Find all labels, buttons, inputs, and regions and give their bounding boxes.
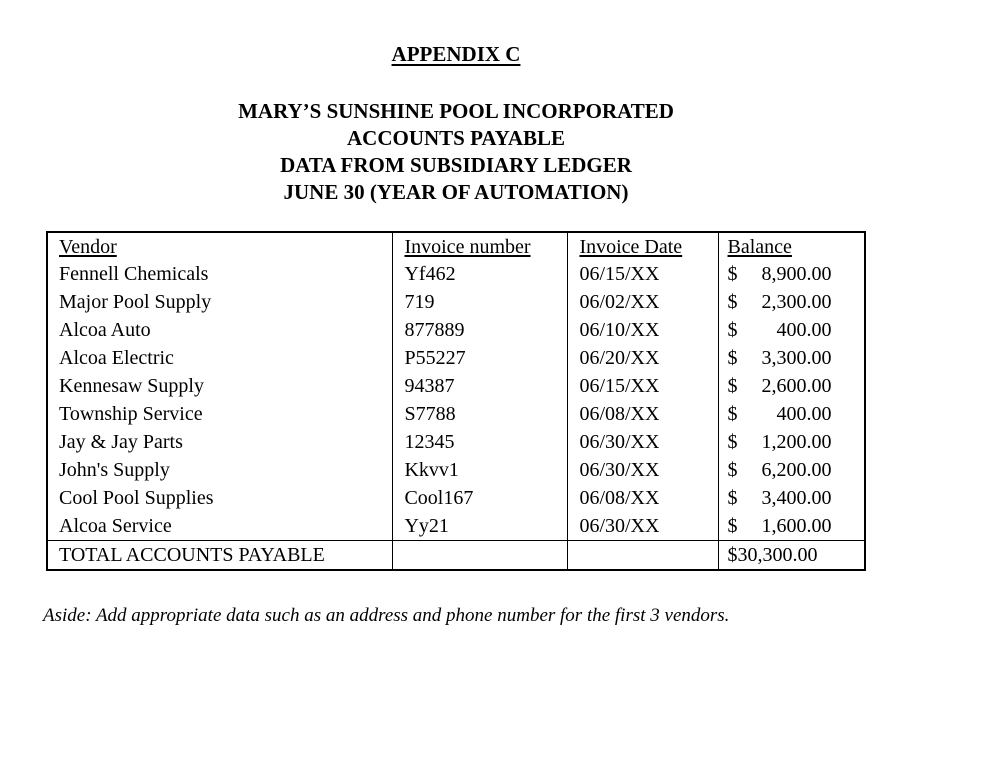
- invoice-number-cell: 719: [393, 288, 568, 316]
- currency-symbol: $: [727, 347, 738, 369]
- amount-value: 8,900.00: [761, 263, 832, 285]
- total-value: $30,300.00: [718, 541, 865, 571]
- amount-value: 2,300.00: [761, 291, 832, 313]
- total-invoice-empty: [393, 541, 568, 571]
- table-row: [47, 428, 865, 456]
- balance-amount: [728, 457, 833, 483]
- invoice-number-cell: S7788: [393, 400, 568, 428]
- amount-value: 6,200.00: [761, 459, 832, 481]
- table-body: [47, 260, 865, 570]
- invoice-date-cell: 06/02/XX: [568, 288, 718, 316]
- balance-amount: [728, 261, 833, 287]
- table-row: [47, 512, 865, 541]
- currency-symbol: $: [727, 263, 738, 285]
- balance-cell: [718, 456, 865, 484]
- balance-amount: [728, 317, 833, 343]
- table-row: [47, 260, 865, 288]
- header-invoice-date: Invoice Date: [568, 232, 718, 260]
- invoice-date-cell: 06/15/XX: [568, 260, 718, 288]
- amount-value: 400.00: [776, 403, 832, 425]
- balance-amount: [728, 401, 833, 427]
- invoice-number-cell: P55227: [393, 344, 568, 372]
- vendor-cell: Alcoa Electric: [47, 344, 393, 372]
- invoice-number-cell: 12345: [393, 428, 568, 456]
- header-invoice-number: Invoice number: [393, 232, 568, 260]
- document-heading: [0, 98, 912, 206]
- invoice-number-cell: 877889: [393, 316, 568, 344]
- invoice-date-cell: 06/30/XX: [568, 456, 718, 484]
- balance-cell: [718, 260, 865, 288]
- table-row: [47, 372, 865, 400]
- invoice-number-cell: Cool167: [393, 484, 568, 512]
- table-row: [47, 456, 865, 484]
- balance-amount: [728, 345, 833, 371]
- balance-amount: [728, 485, 833, 511]
- vendor-cell: Kennesaw Supply: [47, 372, 393, 400]
- invoice-number-cell: Kkvv1: [393, 456, 568, 484]
- balance-cell: [718, 400, 865, 428]
- balance-cell: [718, 316, 865, 344]
- invoice-date-cell: 06/30/XX: [568, 512, 718, 541]
- balance-cell: [718, 344, 865, 372]
- balance-cell: [718, 484, 865, 512]
- amount-value: 1,200.00: [761, 431, 832, 453]
- currency-symbol: $: [727, 431, 738, 453]
- table-row: [47, 344, 865, 372]
- vendor-cell: Fennell Chemicals: [47, 260, 393, 288]
- total-date-empty: [568, 541, 718, 571]
- table-row: [47, 288, 865, 316]
- currency-symbol: $: [727, 515, 738, 537]
- balance-amount: [728, 373, 833, 399]
- table-row: [47, 484, 865, 512]
- currency-symbol: $: [727, 403, 738, 425]
- header-balance: Balance: [718, 232, 865, 260]
- report-title: ACCOUNTS PAYABLE: [346, 126, 566, 150]
- currency-symbol: $: [727, 459, 738, 481]
- invoice-date-cell: 06/10/XX: [568, 316, 718, 344]
- vendor-cell: Cool Pool Supplies: [47, 484, 393, 512]
- vendor-cell: Major Pool Supply: [47, 288, 393, 316]
- balance-amount: [728, 429, 833, 455]
- balance-cell: [718, 288, 865, 316]
- currency-symbol: $: [727, 487, 738, 509]
- amount-value: 3,300.00: [761, 347, 832, 369]
- invoice-date-cell: 06/08/XX: [568, 400, 718, 428]
- vendor-cell: Alcoa Auto: [47, 316, 393, 344]
- invoice-date-cell: 06/30/XX: [568, 428, 718, 456]
- currency-symbol: $: [727, 375, 738, 397]
- invoice-number-cell: 94387: [393, 372, 568, 400]
- invoice-number-cell: Yy21: [393, 512, 568, 541]
- report-date: JUNE 30 (YEAR OF AUTOMATION): [283, 180, 629, 204]
- balance-amount: [728, 513, 833, 539]
- table-row: [47, 400, 865, 428]
- header-vendor: Vendor: [47, 232, 393, 260]
- amount-value: 2,600.00: [761, 375, 832, 397]
- vendor-cell: John's Supply: [47, 456, 393, 484]
- balance-cell: [718, 512, 865, 541]
- amount-value: 400.00: [776, 319, 832, 341]
- currency-symbol: $: [727, 319, 738, 341]
- table-header-row: [47, 232, 865, 260]
- accounts-payable-table: [46, 231, 866, 571]
- invoice-date-cell: 06/08/XX: [568, 484, 718, 512]
- amount-value: 1,600.00: [761, 515, 832, 537]
- total-row: [47, 541, 865, 571]
- invoice-number-cell: Yf462: [393, 260, 568, 288]
- amount-value: 3,400.00: [761, 487, 832, 509]
- table-row: [47, 316, 865, 344]
- invoice-date-cell: 06/20/XX: [568, 344, 718, 372]
- balance-amount: [728, 289, 833, 315]
- balance-cell: [718, 428, 865, 456]
- vendor-cell: Alcoa Service: [47, 512, 393, 541]
- company-name: MARY’S SUNSHINE POOL INCORPORATED: [238, 99, 674, 123]
- invoice-date-cell: 06/15/XX: [568, 372, 718, 400]
- aside-note: Aside: Add appropriate data such as an address and phone number for the first 3 vendors.: [43, 605, 730, 626]
- appendix-title: APPENDIX C: [391, 42, 521, 66]
- total-label: TOTAL ACCOUNTS PAYABLE: [47, 541, 393, 571]
- currency-symbol: $: [727, 291, 738, 313]
- report-subtitle: DATA FROM SUBSIDIARY LEDGER: [280, 153, 632, 177]
- vendor-cell: Jay & Jay Parts: [47, 428, 393, 456]
- balance-cell: [718, 372, 865, 400]
- vendor-cell: Township Service: [47, 400, 393, 428]
